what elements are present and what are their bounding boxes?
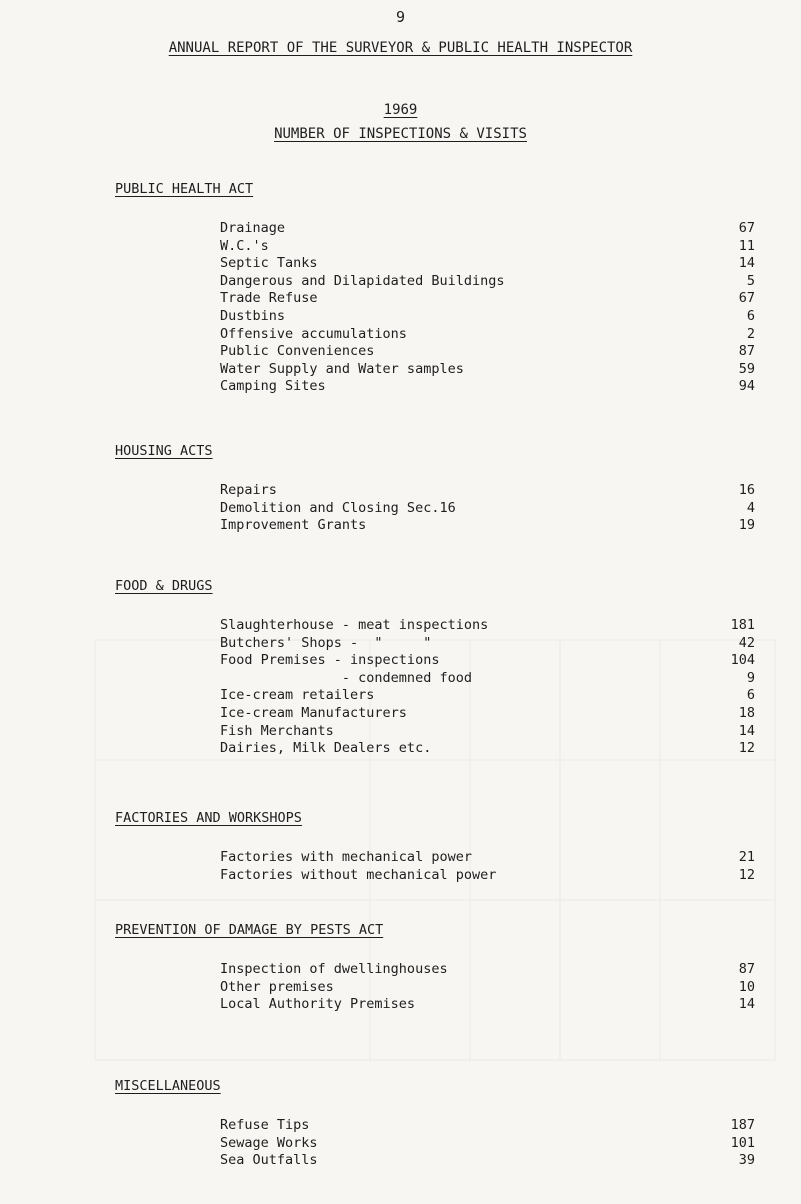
row-label: Dangerous and Dilapidated Buildings <box>220 272 505 289</box>
row-value: 5 <box>746 272 755 289</box>
table-row <box>115 1135 755 1153</box>
row-label: Improvement Grants <box>220 517 367 534</box>
table-row <box>115 482 755 500</box>
table-row <box>115 670 755 688</box>
section-miscellaneous <box>115 1078 755 1170</box>
row-value: 12 <box>738 740 755 757</box>
row-value: 104 <box>730 652 755 669</box>
section-public-health-act <box>115 181 755 396</box>
row-label: Offensive accumulations <box>220 325 407 342</box>
row-value: 9 <box>746 669 755 686</box>
section-food-and-drugs <box>115 578 755 758</box>
table-row <box>115 617 755 635</box>
row-label: Factories without mechanical power <box>220 866 497 883</box>
row-value: 19 <box>738 517 755 534</box>
row-value: 6 <box>746 687 755 704</box>
page-number: 9 <box>395 8 406 26</box>
row-label: - condemned food <box>220 669 472 686</box>
table-row <box>115 705 755 723</box>
section-prevention-of-damage-by-pests-act <box>115 922 755 1014</box>
row-label: Factories with mechanical power <box>220 849 472 865</box>
row-label: Trade Refuse <box>220 290 318 307</box>
table-row <box>115 961 755 979</box>
section-title: MISCELLANEOUS <box>115 1078 221 1094</box>
row-label: Sea Outfalls <box>220 1152 318 1169</box>
row-value: 94 <box>738 378 755 395</box>
row-value: 18 <box>738 704 755 721</box>
row-value: 87 <box>738 343 755 360</box>
section-factories-and-workshops <box>115 810 755 884</box>
row-label: Ice-cream Manufacturers <box>220 704 407 721</box>
row-value: 67 <box>738 220 755 236</box>
row-label: Dairies, Milk Dealers etc. <box>220 740 432 757</box>
row-label: Sewage Works <box>220 1134 318 1151</box>
row-label: Butchers' Shops - " " <box>220 634 432 651</box>
row-value: 101 <box>730 1134 755 1151</box>
row-label: W.C.'s <box>220 237 269 254</box>
table-row <box>115 996 755 1014</box>
table-row <box>115 290 755 308</box>
row-value: 67 <box>738 290 755 307</box>
row-value: 10 <box>738 978 755 995</box>
row-label: Camping Sites <box>220 378 326 395</box>
section-title: FOOD & DRUGS <box>115 578 213 594</box>
row-label: Other premises <box>220 978 334 995</box>
section-housing-acts <box>115 443 755 535</box>
table-row <box>115 979 755 997</box>
table-row <box>115 517 755 535</box>
table-row <box>115 273 755 291</box>
report-title: ANNUAL REPORT OF THE SURVEYOR & PUBLIC HEALTH INSPECTOR <box>168 40 633 56</box>
table-row <box>115 255 755 273</box>
row-value: 59 <box>738 360 755 377</box>
row-label: Food Premises - inspections <box>220 652 440 669</box>
section-title: FACTORIES AND WORKSHOPS <box>115 810 302 826</box>
table-row <box>115 740 755 758</box>
section-title: PREVENTION OF DAMAGE BY PESTS ACT <box>115 922 384 938</box>
row-label: Slaughterhouse - meat inspections <box>220 617 489 633</box>
row-value: 6 <box>746 307 755 324</box>
section-title: HOUSING ACTS <box>115 443 213 459</box>
table-row <box>115 687 755 705</box>
table-row <box>115 220 755 238</box>
row-value: 4 <box>746 499 755 516</box>
table-row <box>115 635 755 653</box>
table-row <box>115 867 755 885</box>
row-value: 21 <box>738 849 755 865</box>
table-row <box>115 1117 755 1135</box>
table-row <box>115 308 755 326</box>
row-value: 16 <box>738 482 755 498</box>
row-label: Public Conveniences <box>220 343 375 360</box>
row-label: Water Supply and Water samples <box>220 360 464 377</box>
row-value: 42 <box>738 634 755 651</box>
table-row <box>115 343 755 361</box>
row-value: 11 <box>738 237 755 254</box>
report-year: 1969 <box>383 102 418 118</box>
row-value: 14 <box>738 996 755 1013</box>
table-row <box>115 326 755 344</box>
row-value: 12 <box>738 866 755 883</box>
table-row <box>115 238 755 256</box>
table-row <box>115 500 755 518</box>
row-value: 2 <box>746 325 755 342</box>
table-row <box>115 849 755 867</box>
table-row <box>115 723 755 741</box>
table-row <box>115 652 755 670</box>
row-label: Repairs <box>220 482 277 498</box>
row-value: 14 <box>738 722 755 739</box>
row-value: 187 <box>730 1117 755 1133</box>
row-label: Demolition and Closing Sec.16 <box>220 499 456 516</box>
row-label: Fish Merchants <box>220 722 334 739</box>
row-value: 87 <box>738 961 755 977</box>
report-subtitle: NUMBER OF INSPECTIONS & VISITS <box>274 126 527 142</box>
table-row <box>115 1152 755 1170</box>
row-label: Drainage <box>220 220 286 236</box>
table-row <box>115 361 755 379</box>
row-value: 14 <box>738 255 755 272</box>
row-label: Ice-cream retailers <box>220 687 375 704</box>
table-row <box>115 378 755 396</box>
row-label: Dustbins <box>220 307 286 324</box>
row-value: 39 <box>738 1152 755 1169</box>
row-label: Inspection of dwellinghouses <box>220 961 448 977</box>
row-label: Septic Tanks <box>220 255 318 272</box>
row-label: Refuse Tips <box>220 1117 310 1133</box>
row-label: Local Authority Premises <box>220 996 416 1013</box>
section-title: PUBLIC HEALTH ACT <box>115 181 254 197</box>
row-value: 181 <box>730 617 755 633</box>
